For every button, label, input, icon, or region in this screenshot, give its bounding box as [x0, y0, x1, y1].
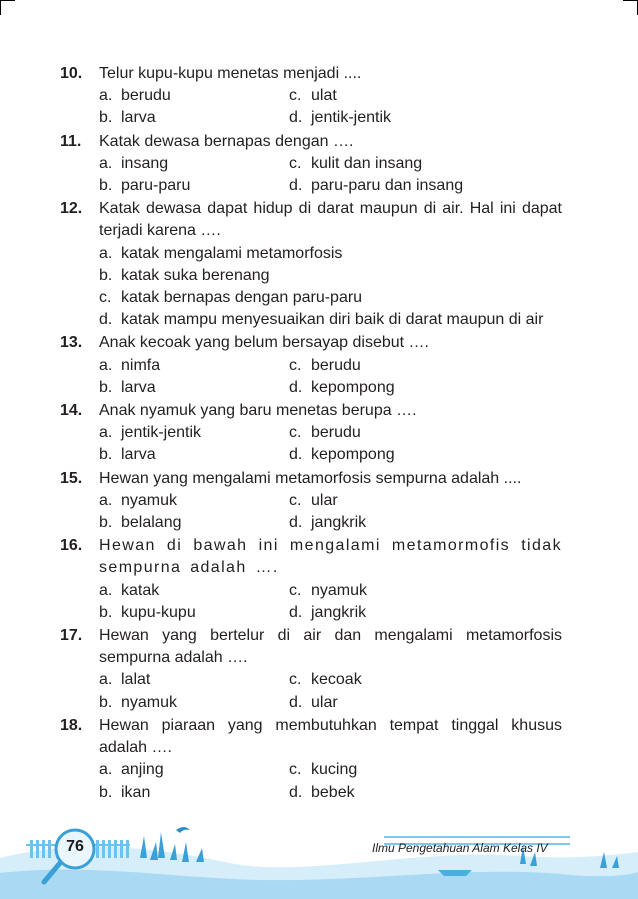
option-text: kecoak — [311, 671, 362, 689]
footer-decoration — [0, 818, 638, 899]
answer-option — [99, 107, 289, 129]
option-letter: b. — [99, 693, 113, 711]
crop-mark-top-right — [623, 0, 638, 15]
option-text: katak suka berenang — [121, 266, 270, 284]
option-letter: d. — [289, 603, 303, 621]
option-letter: c. — [289, 491, 302, 509]
option-letter: d. — [99, 311, 113, 329]
answer-option — [99, 782, 289, 804]
option-letter: c. — [99, 289, 112, 307]
option-letter: d. — [289, 514, 303, 532]
question-number: 11. — [60, 132, 82, 150]
option-letter: a. — [99, 671, 113, 689]
answer-options — [99, 85, 562, 129]
option-text: larva — [121, 378, 156, 396]
question-item — [60, 63, 562, 130]
answer-option — [99, 355, 289, 377]
option-text: kulit dan insang — [311, 154, 423, 172]
option-letter: d. — [289, 693, 303, 711]
answer-option — [289, 602, 479, 624]
answer-option — [99, 490, 289, 512]
option-text: ikan — [121, 783, 151, 801]
option-letter: a. — [99, 761, 113, 779]
answer-option — [289, 580, 479, 602]
option-letter: b. — [99, 603, 113, 621]
option-letter: c. — [289, 671, 302, 689]
crop-mark-top-left — [0, 0, 15, 15]
option-letter: b. — [99, 783, 113, 801]
answer-option — [289, 422, 479, 444]
question-number: 14. — [60, 402, 83, 420]
question-text: Katak dewasa dapat hidup di darat maupun di air. Hal ini dapat terjadi karena …. — [99, 200, 562, 240]
option-letter: b. — [99, 177, 113, 195]
option-letter: a. — [99, 356, 113, 374]
option-letter: d. — [289, 446, 303, 464]
option-text: ulat — [311, 87, 337, 105]
option-text: katak — [121, 581, 160, 599]
answer-option — [99, 580, 289, 602]
answer-option — [99, 287, 562, 309]
answer-option — [289, 512, 479, 534]
question-item — [60, 468, 562, 535]
option-text: ular — [311, 491, 338, 509]
page-number: 76 — [66, 838, 84, 855]
answer-options — [99, 422, 562, 466]
question-number: 15. — [60, 469, 83, 487]
option-text: katak mampu menyesuaikan diri baik di darat maupun di air — [121, 311, 544, 329]
question-text: Hewan di bawah ini mengalami metamormofis tidak sempurna adalah …. — [99, 537, 562, 577]
answer-option — [99, 85, 289, 107]
option-text: larva — [121, 446, 156, 464]
option-letter: a. — [99, 87, 113, 105]
question-number: 12. — [60, 200, 83, 218]
option-letter: c. — [289, 761, 302, 779]
option-letter: a. — [99, 491, 113, 509]
answer-option — [289, 759, 479, 781]
answer-option — [99, 602, 289, 624]
answer-options — [99, 669, 562, 713]
answer-option — [289, 782, 479, 804]
answer-option — [289, 175, 479, 197]
question-text: Katak dewasa bernapas dengan …. — [99, 132, 354, 150]
question-item — [60, 535, 562, 624]
option-letter: d. — [289, 783, 303, 801]
question-text: Telur kupu-kupu menetas menjadi .... — [99, 65, 362, 82]
option-text: berudu — [311, 356, 361, 374]
question-text: Anak kecoak yang belum bersayap disebut …. — [99, 334, 429, 352]
option-text: paru-paru — [121, 177, 191, 195]
option-text: nyamuk — [121, 491, 178, 509]
question-item — [60, 131, 562, 198]
option-letter: c. — [289, 356, 302, 374]
answer-options — [99, 580, 562, 624]
question-item — [60, 625, 562, 714]
question-item — [60, 332, 562, 399]
option-letter: b. — [99, 109, 113, 127]
question-item — [60, 400, 562, 467]
question-number: 16. — [60, 537, 83, 555]
option-letter: c. — [289, 87, 302, 105]
option-letter: b. — [99, 514, 113, 532]
question-list — [60, 63, 562, 805]
option-text: katak bernapas dengan paru-paru — [121, 289, 363, 307]
question-number: 13. — [60, 334, 83, 352]
answer-option — [99, 444, 289, 466]
answer-option — [99, 759, 289, 781]
option-text: kucing — [311, 761, 358, 779]
answer-option — [99, 422, 289, 444]
answer-options — [99, 243, 562, 332]
answer-option — [289, 107, 479, 129]
option-letter: c. — [289, 424, 302, 442]
answer-option — [99, 243, 562, 265]
option-letter: a. — [99, 244, 113, 262]
option-text: jangkrik — [311, 603, 367, 621]
answer-option — [289, 153, 479, 175]
option-letter: b. — [99, 266, 113, 284]
option-letter: a. — [99, 581, 113, 599]
question-number: 10. — [60, 65, 83, 82]
option-text: nyamuk — [311, 581, 368, 599]
answer-option — [289, 669, 479, 691]
option-text: insang — [121, 154, 169, 172]
answer-option — [99, 692, 289, 714]
answer-option — [289, 490, 479, 512]
option-text: kupu-kupu — [121, 603, 196, 621]
question-text: Hewan piaraan yang membutuhkan tempat tinggal khusus adalah …. — [99, 716, 562, 757]
option-letter: a. — [99, 154, 113, 172]
answer-option — [99, 377, 289, 399]
answer-option — [99, 309, 562, 331]
option-text: lalat — [121, 671, 151, 689]
question-text: Hewan yang bertelur di air dan mengalami metamorfosis sempurna adalah …. — [99, 627, 562, 667]
option-letter: d. — [289, 378, 303, 396]
option-text: jentik-jentik — [311, 109, 392, 127]
option-text: berudu — [121, 87, 171, 105]
answer-option — [99, 175, 289, 197]
option-text: nyamuk — [121, 693, 178, 711]
option-letter: d. — [289, 177, 303, 195]
option-text: belalang — [121, 514, 182, 532]
option-text: kepompong — [311, 378, 395, 396]
answer-option — [289, 85, 479, 107]
question-item — [60, 198, 562, 331]
option-text: kepompong — [311, 446, 395, 464]
answer-option — [289, 692, 479, 714]
option-text: jangkrik — [311, 514, 367, 532]
option-text: berudu — [311, 424, 361, 442]
answer-option — [99, 669, 289, 691]
option-text: jentik-jentik — [121, 424, 202, 442]
question-number: 18. — [60, 716, 83, 734]
question-text: Hewan yang mengalami metamorfosis sempurna adalah .... — [99, 469, 522, 487]
answer-option — [289, 377, 479, 399]
option-text: paru-paru dan insang — [311, 177, 464, 195]
option-letter: c. — [289, 154, 302, 172]
answer-options — [99, 153, 562, 197]
answer-options — [99, 355, 562, 399]
option-text: ular — [311, 693, 338, 711]
page-footer — [0, 818, 638, 899]
option-text: bebek — [311, 783, 355, 801]
answer-option — [99, 512, 289, 534]
question-number: 17. — [60, 627, 83, 645]
option-text: larva — [121, 109, 156, 127]
option-letter: b. — [99, 378, 113, 396]
answer-option — [99, 265, 562, 287]
option-letter: d. — [289, 109, 303, 127]
option-letter: c. — [289, 581, 302, 599]
option-text: katak mengalami metamorfosis — [121, 244, 343, 262]
book-title: Ilmu Pengetahuan Alam Kelas IV — [372, 841, 548, 855]
answer-options — [99, 490, 562, 534]
option-text: nimfa — [121, 356, 161, 374]
question-text: Anak nyamuk yang baru menetas berupa …. — [99, 402, 417, 420]
answer-option — [289, 355, 479, 377]
question-item — [60, 715, 562, 804]
option-text: anjing — [121, 761, 164, 779]
answer-options — [99, 759, 562, 803]
option-letter: b. — [99, 446, 113, 464]
answer-option — [289, 444, 479, 466]
option-letter: a. — [99, 424, 113, 442]
answer-option — [99, 153, 289, 175]
